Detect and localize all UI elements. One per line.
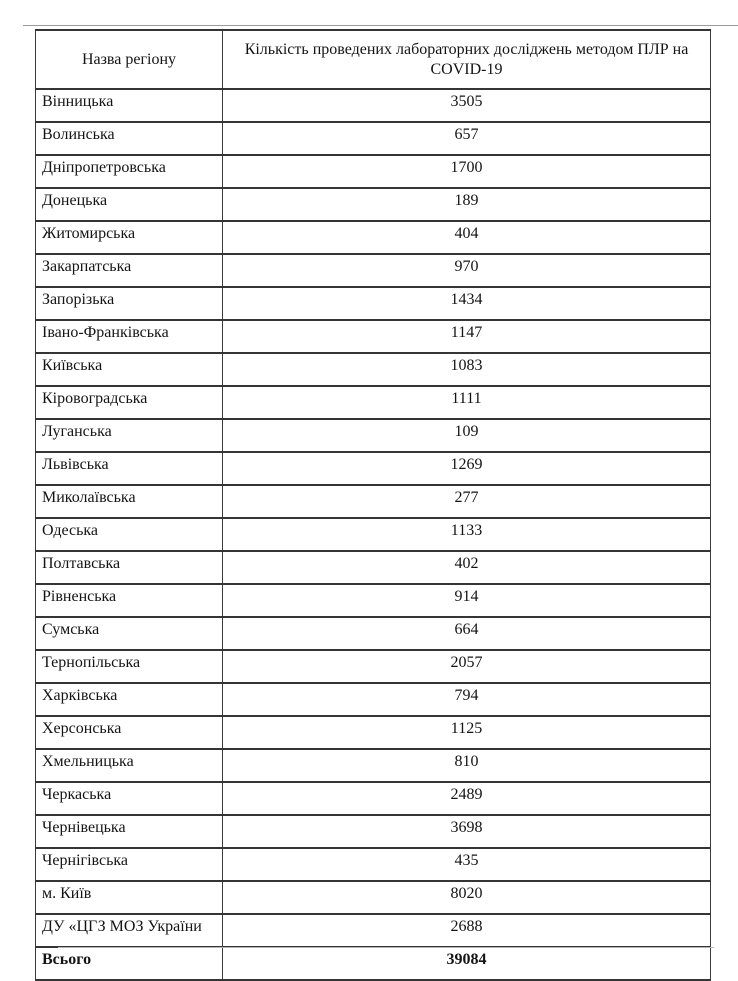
region-cell: Львівська [36, 452, 223, 485]
value-cell: 404 [223, 221, 711, 254]
region-cell: Волинська [36, 122, 223, 155]
value-cell: 2489 [223, 782, 711, 815]
region-cell: Миколаївська [36, 485, 223, 518]
table-body [36, 89, 711, 980]
region-cell: Рівненська [36, 584, 223, 617]
value-cell: 1111 [223, 386, 711, 419]
value-cell: 664 [223, 617, 711, 650]
table-row [36, 914, 711, 947]
table-row [36, 155, 711, 188]
value-cell: 2688 [223, 914, 711, 947]
table-row [36, 815, 711, 848]
value-cell: 435 [223, 848, 711, 881]
scan-artifact-line-bottom [58, 947, 714, 948]
value-cell: 970 [223, 254, 711, 287]
region-cell: Хмельницька [36, 749, 223, 782]
table-row [36, 386, 711, 419]
table-row [36, 320, 711, 353]
table-row [36, 518, 711, 551]
region-cell: Харківська [36, 683, 223, 716]
table-row [36, 617, 711, 650]
region-cell: Одеська [36, 518, 223, 551]
region-cell: Чернівецька [36, 815, 223, 848]
table-row [36, 254, 711, 287]
table-row [36, 551, 711, 584]
scan-artifact-line-top [23, 25, 738, 26]
region-cell: Черкаська [36, 782, 223, 815]
table-row [36, 452, 711, 485]
region-cell: Полтавська [36, 551, 223, 584]
value-cell: 109 [223, 419, 711, 452]
region-cell: Донецька [36, 188, 223, 221]
value-cell: 1434 [223, 287, 711, 320]
pcr-tests-by-region-table [35, 29, 711, 981]
region-cell: Закарпатська [36, 254, 223, 287]
header-count-column: Кількість проведених лабораторних досліджень методом ПЛР на COVID-19 [223, 30, 711, 89]
table-row [36, 419, 711, 452]
value-cell: 3505 [223, 89, 711, 122]
value-cell: 914 [223, 584, 711, 617]
table-row [36, 881, 711, 914]
table-row [36, 683, 711, 716]
table-row [36, 122, 711, 155]
region-cell: Чернігівська [36, 848, 223, 881]
total-row [36, 947, 711, 980]
table-row [36, 584, 711, 617]
value-cell: 189 [223, 188, 711, 221]
table-row [36, 782, 711, 815]
table-row [36, 188, 711, 221]
value-cell: 402 [223, 551, 711, 584]
region-cell: Кіровоградська [36, 386, 223, 419]
region-cell: Тернопільська [36, 650, 223, 683]
region-cell: ДУ «ЦГЗ МОЗ України [36, 914, 223, 947]
value-cell: 794 [223, 683, 711, 716]
region-cell: Житомирська [36, 221, 223, 254]
table-row [36, 221, 711, 254]
table-row [36, 716, 711, 749]
value-cell: 1083 [223, 353, 711, 386]
total-value: 39084 [223, 947, 711, 980]
value-cell: 1147 [223, 320, 711, 353]
total-label: Всього [36, 947, 223, 980]
table-row [36, 650, 711, 683]
value-cell: 8020 [223, 881, 711, 914]
region-cell: Запорізька [36, 287, 223, 320]
region-cell: Дніпропетровська [36, 155, 223, 188]
region-cell: Луганська [36, 419, 223, 452]
table-row [36, 287, 711, 320]
region-cell: Київська [36, 353, 223, 386]
value-cell: 1269 [223, 452, 711, 485]
table-row [36, 848, 711, 881]
value-cell: 1125 [223, 716, 711, 749]
region-cell: Сумська [36, 617, 223, 650]
value-cell: 2057 [223, 650, 711, 683]
table-row [36, 485, 711, 518]
region-cell: Івано-Франківська [36, 320, 223, 353]
value-cell: 810 [223, 749, 711, 782]
region-cell: Херсонська [36, 716, 223, 749]
table-row [36, 353, 711, 386]
value-cell: 3698 [223, 815, 711, 848]
value-cell: 1133 [223, 518, 711, 551]
table-row [36, 749, 711, 782]
header-region-column: Назва регіону [36, 30, 223, 89]
table-header-row [36, 30, 711, 89]
region-cell: Вінницька [36, 89, 223, 122]
value-cell: 1700 [223, 155, 711, 188]
region-cell: м. Київ [36, 881, 223, 914]
value-cell: 277 [223, 485, 711, 518]
value-cell: 657 [223, 122, 711, 155]
table-row [36, 89, 711, 122]
